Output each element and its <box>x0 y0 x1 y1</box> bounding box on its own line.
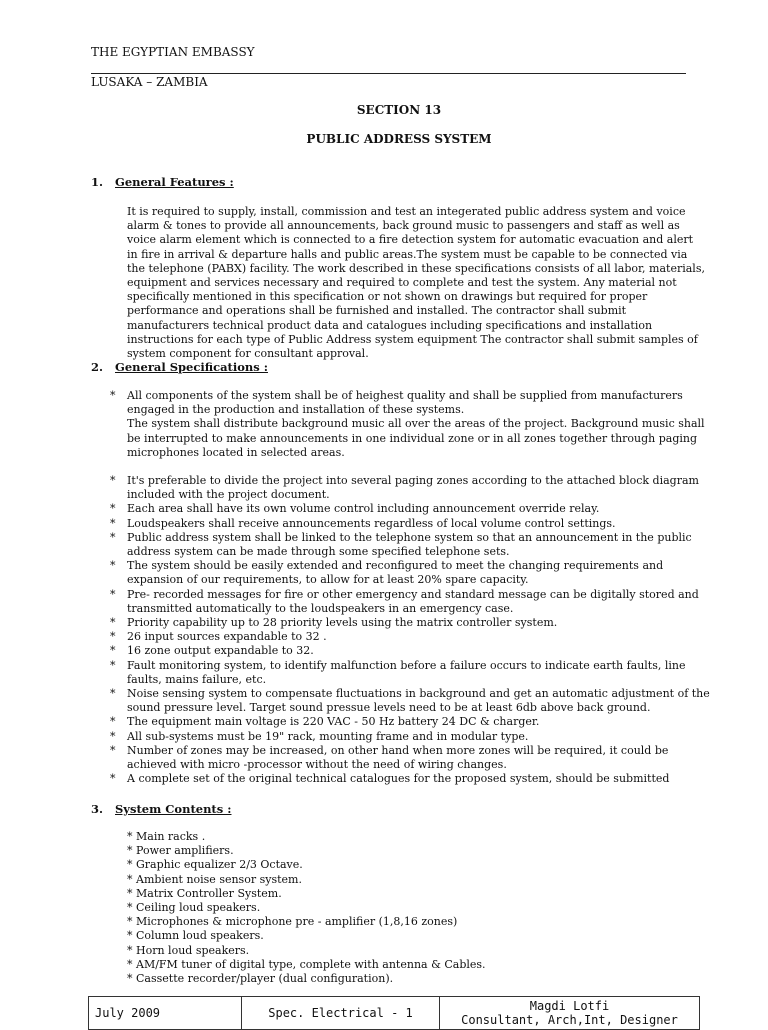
bullet-star: * <box>110 743 116 757</box>
contents-item: * Main racks . <box>127 830 206 843</box>
bullet-star: * <box>110 502 116 516</box>
spec-item-text: 16 zone output expandable to 32. <box>127 644 314 658</box>
section-number: SECTION 13 <box>356 103 442 117</box>
bullet-star: * <box>110 587 116 601</box>
bullet-star: * <box>110 715 116 729</box>
header-rule <box>91 73 686 74</box>
spec-item-text: Priority capability up to 28 priority levels using the matrix controller system. <box>127 616 558 630</box>
footer-spec: Spec. Electrical - 1 <box>242 997 440 1030</box>
spec-item-text: Number of zones may be increased, on other hand when more zones will be required, it could be achieved with micro -processor without the need of wiring changes. <box>127 743 669 772</box>
spec-item <box>110 644 710 658</box>
spec-item-text: Fault monitoring system, to identify malfunction before a failure occurs to indicate earth faults, line faults, mains failure, etc. <box>127 658 686 686</box>
spec-item <box>110 474 710 502</box>
bullet-star: * <box>110 772 116 786</box>
contents-item: * Cassette recorder/player (dual configuration). <box>127 972 394 986</box>
bullet-star: * <box>110 530 116 544</box>
contents-item: * Graphic equalizer 2/3 Octave. <box>127 858 303 872</box>
heading-label: General Features : <box>115 175 234 189</box>
general-features-paragraph: It is required to supply, install, commission and test an integerated public address system and voice alarm & tones to provide all announcements, back ground music to passengers and staff as well as voice alarm element which is connected to a fire detection system for automatic evacuation and alert in fire in arrival & departure halls and public areas.The system must be capable to be connected via the telephone (PABX) facility. The work described in these specifications consists of all labor, materials, equipment and services necessary and required to complete and test the system. Any material not specifically mentioned in this specification or not shown on drawings but required for proper performance and operations shall be furnished and installed. The contractor shall submit manufacturers technical product data and catalogues including specifications and installation instructions for each type of Public Address system equipment The contractor shall submit samples of system component for consultant approval. <box>127 205 705 361</box>
bullet-star: * <box>110 630 116 644</box>
bullet-star: * <box>110 687 116 701</box>
spec-item-text: Each area shall have its own volume control including announcement override relay. <box>127 502 600 516</box>
heading-number: 2. <box>91 360 104 374</box>
spec-item-text: It's preferable to divide the project into several paging zones according to the attached block diagram included with the project document. <box>127 474 699 502</box>
spec-item <box>110 630 710 644</box>
heading-label: General Specifications : <box>115 360 268 374</box>
spec-item-text: Noise sensing system to compensate fluctuations in background and get an automatic adjustment of the sound pressure level. Target sound pressue levels need to be at least 6db above back ground. <box>127 687 710 715</box>
contents-item: * Column loud speakers. <box>127 929 264 943</box>
spec-item <box>110 517 710 531</box>
spec-item <box>110 531 710 559</box>
spec-item <box>110 715 710 729</box>
spec-item <box>110 687 710 715</box>
spec-item <box>110 730 710 744</box>
spec-item <box>110 559 710 587</box>
bullet-star: * <box>110 474 116 488</box>
footer-role: Consultant, Arch,Int, Designer <box>461 1013 678 1027</box>
contents-item: * Power amplifiers. <box>127 844 234 858</box>
spec-item-text: The equipment main voltage is 220 VAC - 50 Hz battery 24 DC & charger. <box>127 715 540 729</box>
heading-general-specifications <box>91 360 268 374</box>
bullet-star: * <box>110 729 116 743</box>
bullet-star: * <box>110 516 116 530</box>
spec-item-text: Loudspeakers shall receive announcements regardless of local volume control settings. <box>127 516 616 530</box>
specifications-list <box>110 389 710 786</box>
footer-date: July 2009 <box>89 997 242 1030</box>
bullet-star: * <box>110 658 116 672</box>
contents-item: * Matrix Controller System. <box>127 886 282 900</box>
heading-number: 1. <box>91 175 104 189</box>
contents-item: * Horn loud speakers. <box>127 943 250 957</box>
section-title: PUBLIC ADDRESS SYSTEM <box>306 132 492 146</box>
spec-item <box>110 659 710 687</box>
spec-item-text: Pre- recorded messages for fire or other emergency and standard message can be digitally stored and transmitted automatically to the loudspeakers in an emergency case. <box>127 587 699 615</box>
system-contents-list <box>127 830 486 986</box>
bullet-star: * <box>110 616 116 630</box>
spec-item <box>110 389 710 460</box>
spec-item <box>110 588 710 616</box>
spec-item-text: Public address system shall be linked to the telephone system so that an announcement in the public address system can be made through some specified telephone sets. <box>127 530 692 559</box>
contents-item: * Ceiling loud speakers. <box>127 901 261 915</box>
heading-label: System Contents : <box>115 802 232 816</box>
footer-author-cell <box>440 997 700 1030</box>
header-location: LUSAKA – ZAMBIA <box>91 75 208 89</box>
bullet-star: * <box>110 389 116 402</box>
spec-item-text: All components of the system shall be of heighest quality and shall be supplied from manufacturers engaged in the production and installation of these systems. The system shall distribute background music all over the areas of the project. Background music shall be interrupted to make announcements in one individual zone or in all zones together through paging microphones located in selected areas. <box>127 389 705 459</box>
heading-system-contents <box>91 802 231 816</box>
spec-item <box>110 502 710 516</box>
contents-item: * Microphones & microphone pre - amplifier (1,8,16 zones) <box>127 915 458 929</box>
spec-item-text: 26 input sources expandable to 32 . <box>127 630 327 644</box>
contents-item: * Ambient noise sensor system. <box>127 872 302 886</box>
heading-number: 3. <box>91 802 104 816</box>
bullet-star: * <box>110 559 116 573</box>
spec-item <box>110 616 710 630</box>
spec-item-text: The system should be easily extended and reconfigured to meet the changing requirements and expansion of our requirements, to allow for at least 20% spare capacity. <box>127 559 664 587</box>
spec-item <box>110 744 710 772</box>
heading-general-features <box>91 175 234 189</box>
page-footer <box>88 996 700 1030</box>
bullet-star: * <box>110 644 116 658</box>
contents-item: * AM/FM tuner of digital type, complete with antenna & Cables. <box>127 957 486 971</box>
spec-item-text: A complete set of the original technical catalogues for the proposed system, should be submitted <box>127 772 670 786</box>
header-embassy: THE EGYPTIAN EMBASSY <box>91 45 255 59</box>
footer-author: Magdi Lotfi <box>529 999 610 1013</box>
spec-item-text: All sub-systems must be 19" rack, mounting frame and in modular type. <box>127 729 529 743</box>
spec-item <box>110 772 710 786</box>
